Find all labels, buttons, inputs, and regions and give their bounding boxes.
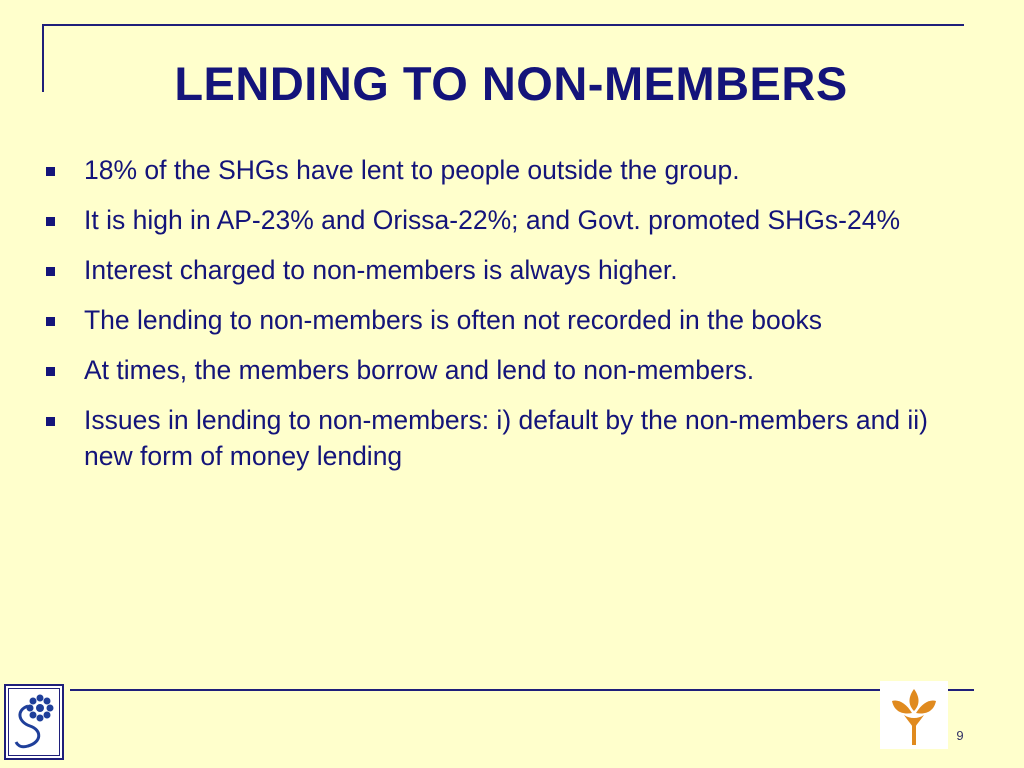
bullet-text: Issues in lending to non-members: i) default by the non-members and ii) new form of money lending bbox=[84, 405, 929, 471]
page-number: 9 bbox=[956, 728, 964, 743]
blue-floral-s-logo-icon bbox=[4, 684, 64, 760]
bottom-rule bbox=[70, 689, 974, 691]
slide-title-text: LENDING TO NON-MEMBERS bbox=[174, 57, 848, 110]
square-bullet-icon bbox=[46, 317, 55, 326]
orange-lily-logo-icon bbox=[880, 681, 948, 749]
top-frame-rule bbox=[42, 24, 964, 26]
bullet-text: At times, the members borrow and lend to non-members. bbox=[84, 355, 755, 385]
bullet-text: The lending to non-members is often not recorded in the books bbox=[84, 305, 823, 335]
bullet-text: Interest charged to non-members is always higher. bbox=[84, 255, 678, 285]
bullet-text: 18% of the SHGs have lent to people outside the group. bbox=[84, 155, 740, 185]
slide-title bbox=[0, 56, 1024, 111]
square-bullet-icon bbox=[46, 267, 55, 276]
square-bullet-icon bbox=[46, 217, 55, 226]
bullet-text: It is high in AP-23% and Orissa-22%; and Govt. promoted SHGs-24% bbox=[84, 205, 901, 235]
bullet-item bbox=[42, 202, 982, 238]
bullet-item bbox=[42, 402, 982, 474]
bullet-item bbox=[42, 152, 982, 188]
bullet-item bbox=[42, 352, 982, 388]
square-bullet-icon bbox=[46, 167, 55, 176]
bullet-list bbox=[42, 152, 982, 488]
square-bullet-icon bbox=[46, 417, 55, 426]
square-bullet-icon bbox=[46, 367, 55, 376]
bullet-item bbox=[42, 252, 982, 288]
bullet-item bbox=[42, 302, 982, 338]
